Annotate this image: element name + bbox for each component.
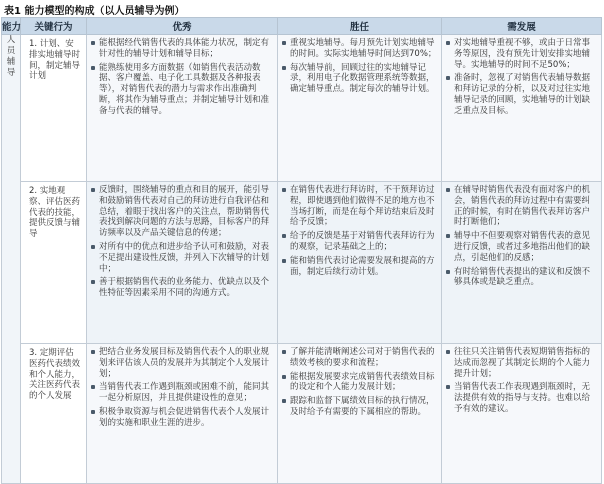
bullet-icon (91, 188, 95, 192)
list-item (282, 231, 437, 253)
bullet-text: 能根据经代销售代表的具体能力状况，制定有针对性的辅导计划和辅导目标； (99, 38, 270, 59)
bullet-icon (91, 66, 95, 70)
bullet-text: 能根据发展要求完成销售代表绩效目标的设定和个人能力发展计划； (290, 371, 435, 393)
list-item (282, 63, 437, 95)
bullet-text: 在辅导时销售代表没有面对客户的机会，销售代表的拜访过程中有需要纠正的时候，有时在销售代表拜访客户时打断他们； (454, 185, 591, 228)
bullet-text: 跟踪和监督下属绩效目标的执行情况，及时给予有需要的下属相应的帮助。 (290, 396, 435, 417)
list-item (91, 382, 273, 404)
bullet-icon (91, 280, 95, 284)
qualified-cell (278, 182, 442, 344)
list-item (282, 185, 437, 228)
list-item (91, 407, 273, 429)
list-item (91, 347, 273, 379)
bullet-text: 重视实地辅导。每月预先计划实地辅导的时间。实际实地辅导时间达到70%； (290, 38, 437, 59)
bullet-icon (446, 41, 450, 45)
table-header-row (2, 18, 602, 35)
good-cell (87, 182, 278, 344)
header-qualified: 胜任 (278, 18, 442, 35)
bullet-text: 往往只关注销售代表短期销售指标的达成而忽视了其制定长期的个人能力提升计划； (454, 347, 591, 379)
bullet-text: 当销售代表工作表现遇到瓶颈时，无法提供有效的指导与支持。也难以给予有效的建议。 (454, 382, 591, 414)
bullet-text: 能和销售代表讨论需要发展和提高的方面，制定后续行动计划。 (290, 255, 435, 277)
bullet-icon (91, 410, 95, 414)
bullet-text: 在销售代表进行拜访时，不干预拜访过程，即使遇到他们做得不足的地方也不当场打断，而是在每个拜访结束后及时给予反馈； (290, 185, 435, 228)
bullet-icon (446, 76, 450, 80)
table-row (2, 35, 602, 182)
process-text: 2. 实地观察、评估医药代表的技能，提供反馈与辅导 (29, 186, 81, 240)
develop-bullet-list (442, 344, 601, 420)
bullet-icon (282, 399, 286, 403)
bullet-text: 辅导中不但要观察对销售代表的意见进行反馈，或者过多地指出他们的缺点，引起他们的反感； (454, 231, 591, 263)
list-item (446, 267, 597, 289)
bullet-icon (446, 385, 450, 389)
bullet-icon (446, 188, 450, 192)
qualified-cell (278, 35, 442, 182)
list-item (446, 231, 597, 263)
good-bullet-list (87, 182, 277, 304)
bullet-text: 把结合业务发展目标及销售代表个人的职业规划来评估该人员的发展并为其制定个人发展计划； (99, 347, 270, 379)
table-row (2, 344, 602, 484)
bullet-text: 了解并能清晰阐述公司对于销售代表的绩效考核的要求和流程； (290, 347, 435, 368)
develop-bullet-list (442, 35, 601, 122)
bullet-icon (282, 234, 286, 238)
list-item (91, 242, 273, 274)
list-item (282, 347, 437, 369)
good-bullet-list (87, 35, 277, 122)
bullet-text: 给予的反馈是基于对销售代表拜访行为的观察，记录基础之上的； (290, 231, 435, 252)
bullet-text: 善于根据销售代表的业务能力、优缺点以及个性特征等因素采用不同的沟通方式。 (99, 277, 270, 299)
develop-bullet-list (442, 182, 601, 293)
table-caption: 表1 能力模型的构成（以人员辅导为例） (4, 6, 185, 17)
qualified-bullet-list (278, 182, 441, 282)
bullet-icon (282, 259, 286, 263)
list-item (446, 185, 597, 228)
list-item (446, 382, 597, 414)
list-item (446, 347, 597, 379)
bullet-icon (282, 66, 286, 70)
process-cell (21, 35, 87, 182)
bullet-text: 积极争取资源与机会促进销售代表个人发展计划的实施和职业生涯的进步。 (99, 406, 270, 428)
header-develop: 需发展 (442, 18, 602, 35)
list-item (282, 38, 437, 60)
list-item (91, 185, 273, 239)
list-item (446, 38, 597, 70)
bullet-icon (282, 375, 286, 379)
bullet-icon (91, 245, 95, 249)
header-capability: 能力 (2, 18, 21, 35)
develop-cell (442, 35, 602, 182)
bullet-icon (282, 188, 286, 192)
develop-cell (442, 182, 602, 344)
bullet-icon (91, 350, 95, 354)
qualified-cell (278, 344, 442, 484)
good-cell (87, 35, 278, 182)
bullet-icon (446, 350, 450, 354)
bullet-text: 对实地辅导重视不够，或由于日常事务等原因，没有预先计划安排实地辅导。实地辅导的时间不足50%； (454, 38, 591, 70)
capability-label: 人员辅导 (6, 35, 16, 78)
table-row (2, 182, 602, 344)
header-good: 优秀 (87, 18, 278, 35)
list-item (91, 277, 273, 299)
bullet-icon (91, 385, 95, 389)
develop-cell (442, 344, 602, 484)
bullet-text: 有时给销售代表提出的建议和反馈不够具体或是缺乏重点。 (454, 266, 591, 288)
bullet-icon (282, 41, 286, 45)
bullet-icon (446, 234, 450, 238)
list-item (91, 63, 273, 117)
process-cell (21, 344, 87, 484)
good-bullet-list (87, 344, 277, 434)
bullet-text: 当销售代表工作遇到瓶颈或困难不前，能同其一起分析原因，并且提供建设性的意见； (99, 382, 270, 404)
bullet-text: 准备时，忽视了对销售代表辅导数据和拜访记录的分析，以及对过往实地辅导记录的回顾，实地辅导的计划缺乏重点及目标。 (454, 73, 591, 116)
list-item (282, 372, 437, 394)
bullet-icon (446, 270, 450, 274)
list-item (446, 73, 597, 116)
bullet-text: 每次辅导前，回顾过往的实地辅导记录，利用电子化数据管理系统等数据，确定辅导重点。制定每次的辅导计划。 (290, 62, 435, 95)
process-text: 1. 计划、安排实地辅导时间，制定辅导计划 (29, 39, 81, 82)
capability-model-table (1, 17, 602, 484)
qualified-bullet-list (278, 344, 441, 423)
capability-cell (2, 35, 21, 484)
good-cell (87, 344, 278, 484)
bullet-text: 能熟练使用多方面数据（如销售代表活动数据、客户覆盖、电子化工具数据及各种报表等），对销售代表的潜力与需求作出准确判断，将其作为辅导重点；并制定辅导计划和准备与代表的辅导。 (99, 62, 270, 116)
list-item (282, 256, 437, 278)
process-cell (21, 182, 87, 344)
header-process: 关键行为 (21, 18, 87, 35)
process-text: 3. 定期评估医药代表绩效和个人能力，关注医药代表的个人发展 (29, 348, 81, 402)
list-item (282, 396, 437, 418)
list-item (91, 38, 273, 60)
bullet-icon (91, 41, 95, 45)
bullet-text: 反馈时，围绕辅导的重点和目的展开，能引导和鼓励销售代表对自己的拜访进行自我评估和总结，着眼于找出客户的关注点，帮助销售代表找到解决问题的方法与思路，目标客户的拜访频率以及产品关键信息的传递； (99, 185, 270, 239)
bullet-text: 对所有中的优点和进步给予认可和鼓励，对表不足提出建设性反馈，并列入下次辅导的计划中； (99, 241, 270, 274)
qualified-bullet-list (278, 35, 441, 100)
bullet-icon (282, 350, 286, 354)
